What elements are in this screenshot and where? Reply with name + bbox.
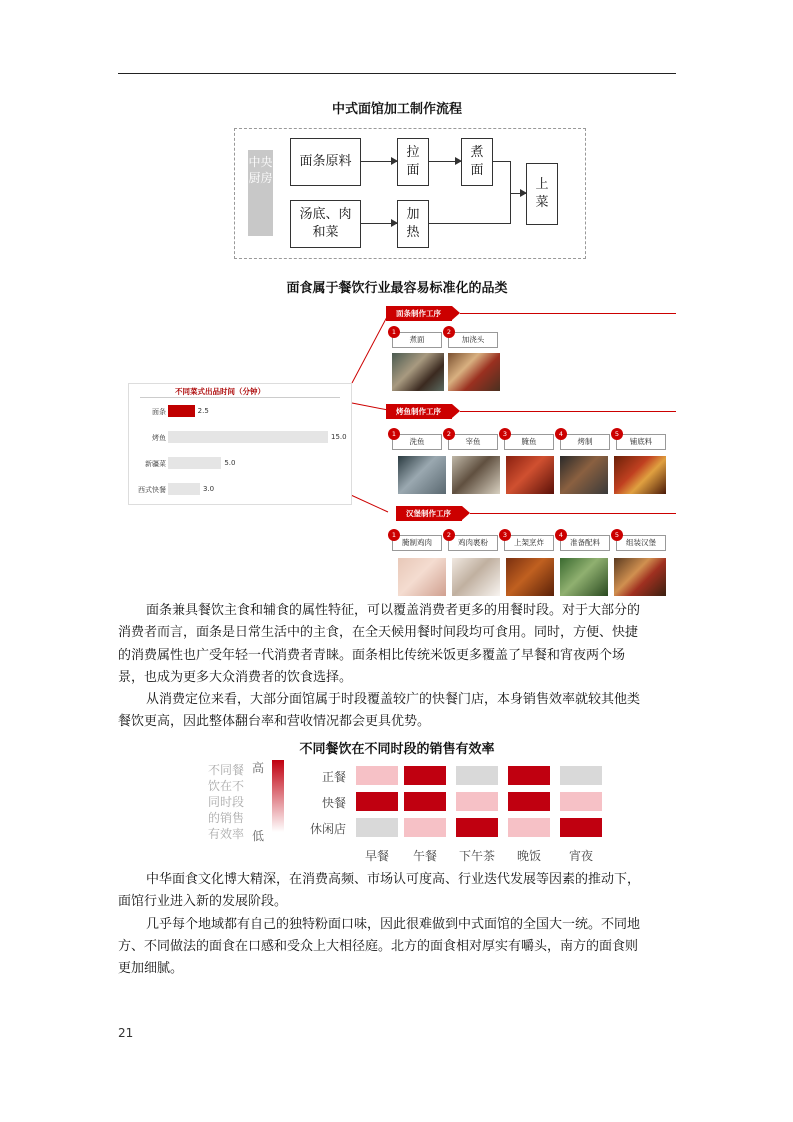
heatmap-cell (560, 766, 602, 785)
side-label-line: 有效率 (207, 827, 244, 841)
heatmap-col-label: 早餐 (364, 849, 389, 863)
fish-process-rule (460, 411, 676, 412)
coated-chicken-photo (452, 558, 500, 596)
step-number: 3 (499, 529, 511, 541)
burger-process-header: 汉堡制作工序 (396, 506, 462, 521)
step-number: 1 (388, 428, 400, 440)
heat-box: 加热 (397, 200, 429, 248)
step-marinate-fish: 腌鱼 (504, 434, 554, 450)
heatmap-cell (508, 792, 550, 811)
side-label-line: 饮在不 (207, 779, 244, 793)
heatmap-row-label: 快餐 (321, 796, 346, 810)
arrow-icon (429, 161, 461, 162)
heatmap-cell (508, 818, 550, 837)
noodle-process-rule (460, 313, 676, 314)
heatmap-grid (300, 760, 620, 870)
kill-fish-photo (452, 456, 500, 494)
side-label-line: 不同餐 (207, 763, 244, 777)
marinate-fish-photo (506, 456, 554, 494)
topping-noodle-photo (448, 353, 500, 391)
paragraph-line: 的消费属性也广受年轻一代消费者青睐。面条相比传统米饭更多覆盖了早餐和宵夜两个场 (118, 647, 626, 663)
heatmap-cell (560, 792, 602, 811)
heatmap-cell (456, 766, 498, 785)
step-number: 1 (388, 326, 400, 338)
raw-chicken-photo (398, 558, 446, 596)
step-number: 1 (388, 529, 400, 541)
paragraph-line: 景，也成为更多大众消费者的饮食选择。 (118, 669, 353, 685)
bar-value-label: 15.0 (331, 433, 347, 441)
heatmap-cell (356, 766, 398, 785)
bar-chart-title-rule (140, 397, 340, 398)
paragraph-line: 中华面食文化博大精深，在消费高频、市场认可度高、行业迭代发展等因素的推动下， (146, 872, 641, 887)
step-prepare-ingredients: 准备配料 (560, 535, 610, 551)
step-number: 3 (499, 428, 511, 440)
wash-fish-photo (398, 456, 446, 494)
burger-photo (614, 558, 666, 596)
heatmap-col-label: 午餐 (412, 849, 437, 863)
step-assemble-burger: 组装汉堡 (616, 535, 666, 551)
step-number: 4 (555, 428, 567, 440)
paragraph-line: 方、不同做法的面食在口感和受众上大相径庭。北方的面食相对厚实有嚼头，南方的面食则 (118, 938, 639, 954)
step-kill-fish: 宰鱼 (448, 434, 498, 450)
paragraph-line: 几乎每个地域都有自己的独特粉面口味，因此很难做到中式面馆的全国大一统。不同地 (146, 916, 641, 932)
gradient-scale (272, 760, 284, 832)
heatmap-side-label (196, 762, 256, 842)
boiling-noodle-photo (392, 353, 444, 391)
heatmap-cell (356, 792, 398, 811)
low-label: 低 (252, 829, 265, 843)
noodle-process-header: 面条制作工序 (386, 306, 452, 321)
bar (168, 483, 200, 495)
arrow-icon (361, 223, 397, 224)
bar-chart-plot (128, 400, 352, 500)
arrow-icon (510, 193, 526, 194)
heatmap-row-label: 正餐 (321, 770, 346, 784)
ingredients-photo (560, 558, 608, 596)
paragraph-noodle-meals (118, 600, 678, 734)
bar-category-label: 面条 (152, 408, 166, 416)
step-number: 2 (443, 428, 455, 440)
heatmap-col-label: 下午茶 (458, 849, 495, 863)
step-number: 5 (611, 428, 623, 440)
heatmap-cell (356, 818, 398, 837)
flowchart-title: 中式面馆加工制作流程 (331, 102, 462, 117)
connector-line (429, 223, 510, 224)
step-marinate-chicken: 腌制鸡肉 (392, 535, 442, 551)
heatmap-cell (508, 766, 550, 785)
fish-process-header: 烤鱼制作工序 (386, 404, 452, 419)
heatmap-col-label: 晚饭 (516, 849, 541, 863)
step-number: 2 (443, 326, 455, 338)
step-number: 5 (611, 529, 623, 541)
bar (168, 431, 328, 443)
step-base-sauce: 铺底料 (616, 434, 666, 450)
noodle-raw-box: 面条原料 (290, 138, 361, 186)
heatmap-title: 不同餐饮在不同时段的销售有效率 (299, 742, 495, 757)
bar-value-label: 3.0 (203, 485, 215, 493)
heatmap-cell (404, 766, 446, 785)
base-sauce-photo (614, 456, 666, 494)
bar-category-label: 西式快餐 (138, 486, 166, 494)
paragraph-line: 餐饮更高，因此整体翻台率和营收情况都会更具优势。 (118, 714, 431, 730)
bar (168, 405, 195, 417)
step-boil-noodle: 煮面 (392, 332, 442, 348)
header-rule (118, 73, 676, 74)
side-label-line: 同时段 (207, 795, 244, 809)
fried-chicken-photo (506, 558, 554, 596)
heatmap-col-label: 宵夜 (568, 849, 593, 863)
burger-process-rule (470, 513, 676, 514)
roast-fish-photo (560, 456, 608, 494)
heatmap-cell (404, 792, 446, 811)
step-fry-chicken: 上架烹炸 (504, 535, 554, 551)
pull-noodle-box: 拉面 (397, 138, 429, 186)
paragraph-line: 面条兼具餐饮主食和辅食的属性特征，可以覆盖消费者更多的用餐时段。对于大部分的 (146, 603, 641, 618)
heatmap-cell (456, 792, 498, 811)
central-kitchen-label: 中央厨房 (248, 150, 273, 236)
high-label: 高 (252, 761, 265, 775)
heatmap-cell (404, 818, 446, 837)
arrow-icon (361, 161, 397, 162)
bar-value-label: 5.0 (224, 459, 236, 467)
soup-meat-box: 汤底、肉和菜 (290, 200, 361, 248)
bar-category-label: 新疆菜 (145, 460, 166, 468)
step-number: 4 (555, 529, 567, 541)
cook-noodle-box: 煮面 (461, 138, 493, 186)
heatmap-cell (456, 818, 498, 837)
step-number: 2 (443, 529, 455, 541)
step-add-topping: 加浇头 (448, 332, 498, 348)
bar-chart-title: 不同菜式出品时间（分钟） (175, 387, 265, 396)
connector-line (493, 161, 510, 162)
heatmap-cell (560, 818, 602, 837)
step-roast-fish: 烤制 (560, 434, 610, 450)
paragraph-line: 消费者而言，面条是日常生活中的主食，在全天候用餐时间段均可食用。同时，方便、快捷 (118, 625, 639, 641)
paragraph-line: 面馆行业进入新的发展阶段。 (118, 894, 288, 910)
bar (168, 457, 221, 469)
step-wash-fish: 洗鱼 (392, 434, 442, 450)
paragraph-line: 从消费定位来看，大部分面馆属于时段覆盖较广的快餐门店，本身销售效率就较其他类 (146, 692, 641, 708)
step-coat-chicken: 鸡肉裹粉 (448, 535, 498, 551)
heatmap-row-label: 休闲店 (309, 822, 346, 836)
side-label-line: 的销售 (207, 811, 244, 825)
process-title: 面食属于餐饮行业最容易标准化的品类 (286, 281, 508, 296)
paragraph-line: 更加细腻。 (118, 961, 184, 977)
bar-value-label: 2.5 (197, 407, 209, 415)
paragraph-culture (118, 869, 678, 980)
page-number: 21 (118, 1026, 134, 1040)
bar-category-label: 烤鱼 (152, 434, 166, 442)
serve-box: 上菜 (526, 163, 558, 225)
